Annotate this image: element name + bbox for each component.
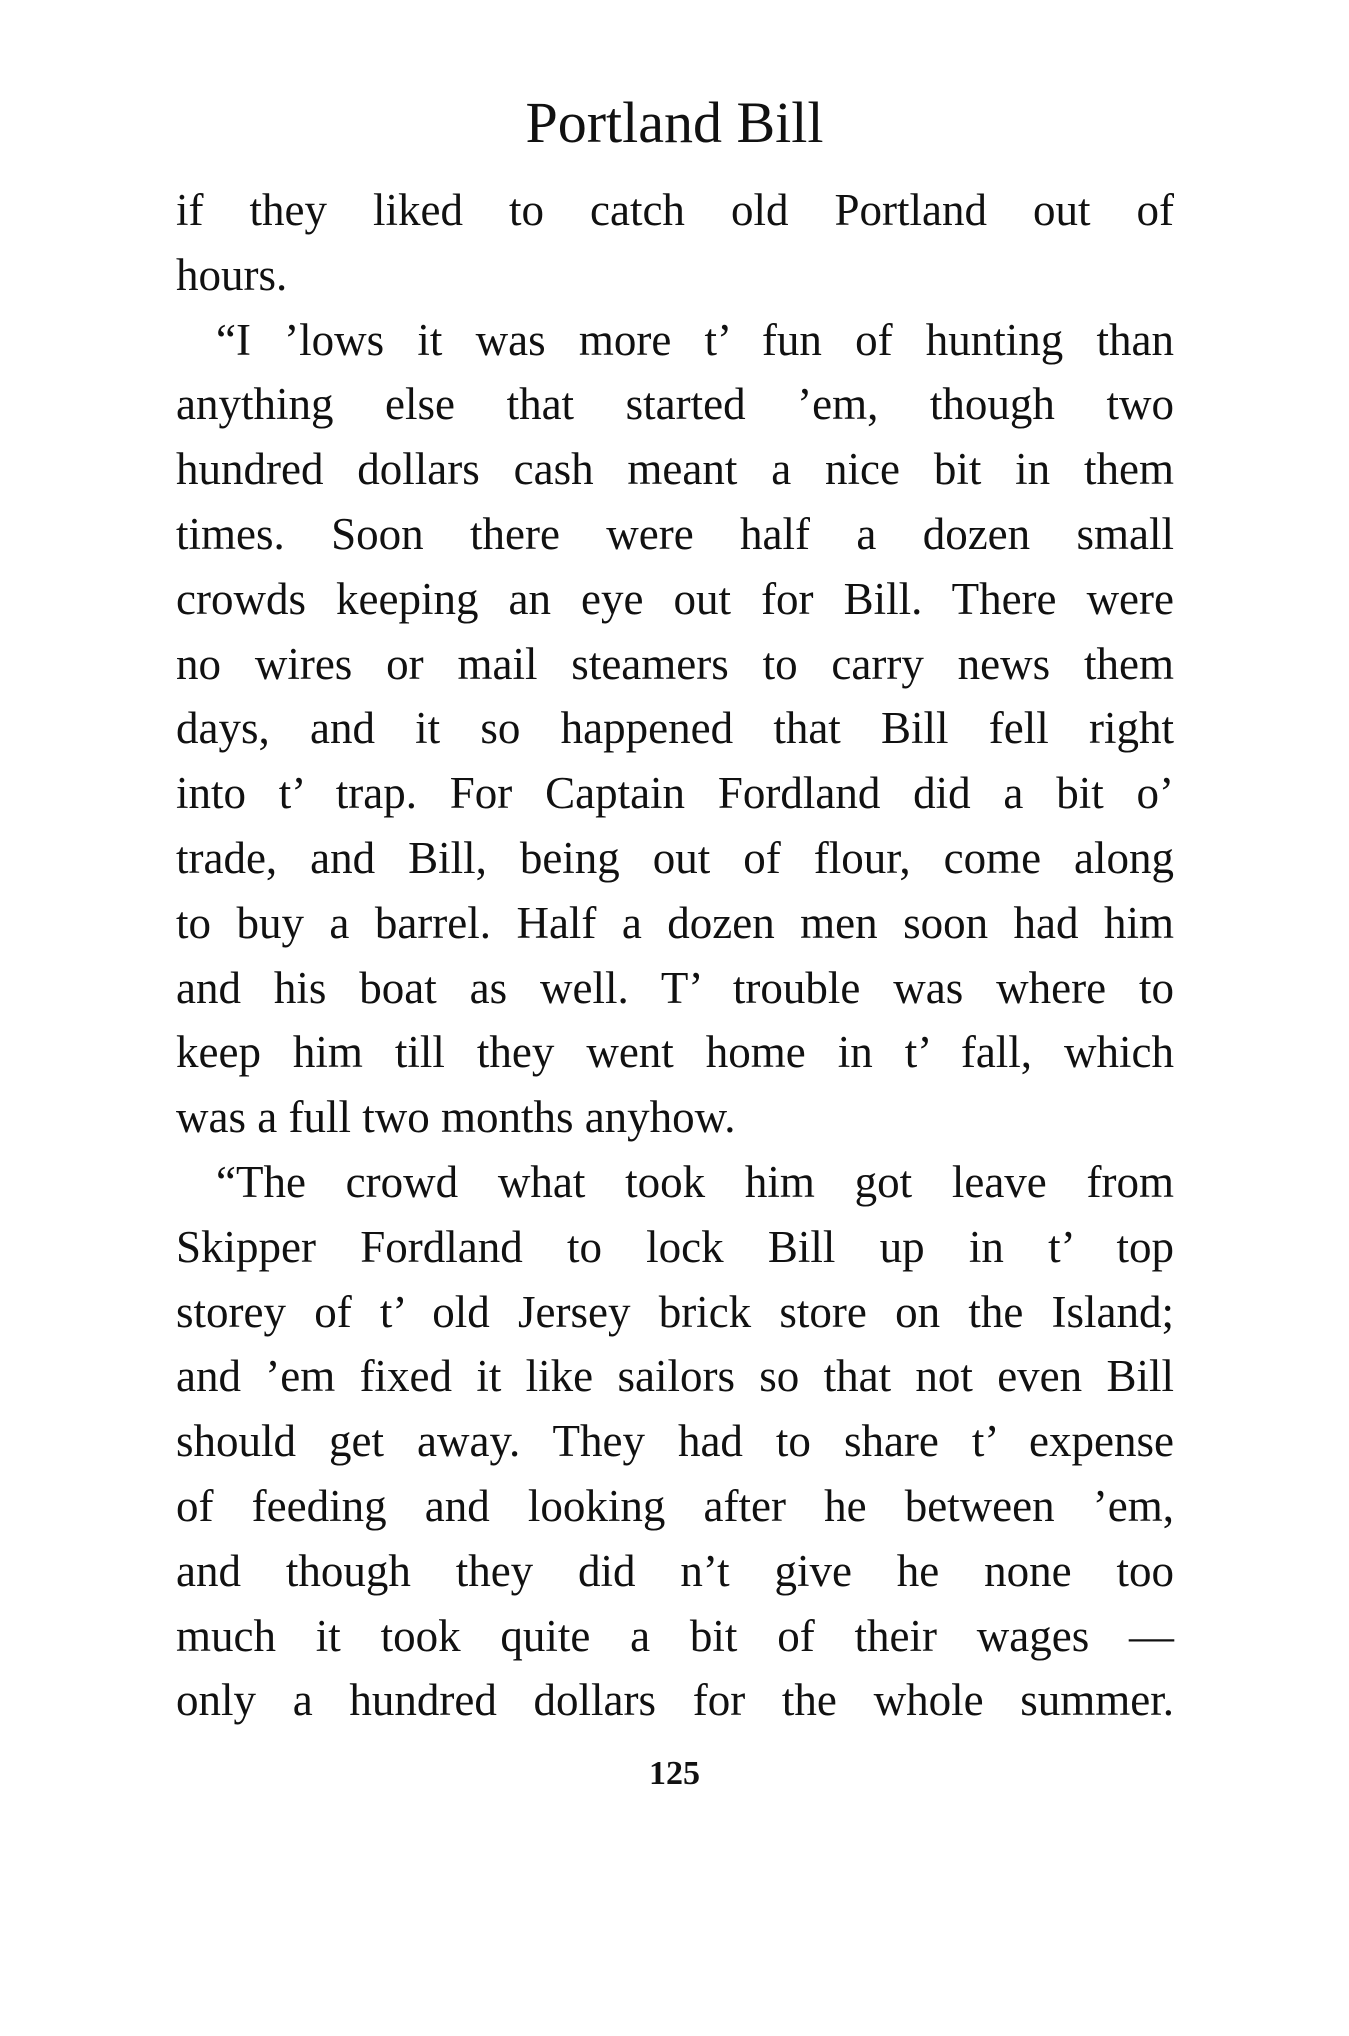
text-line: “The crowd what took him got leave from [216,1156,1174,1207]
text-line: and though they did n’t give he none too [176,1545,1174,1596]
text-line: anything else that started ’em, though two [176,379,1174,430]
running-head: Portland Bill [525,90,824,155]
text-line: only a hundred dollars for the whole summer. [176,1675,1174,1726]
text-line: Skipper Fordland to lock Bill up in t’ top [176,1221,1174,1272]
text-line: hours. [176,249,288,300]
body-text [176,178,1174,1733]
text-line: and ’em fixed it like sailors so that not even Bill [176,1351,1174,1402]
text-line: was a full two months anyhow. [176,1092,736,1143]
page-number: 125 [649,1755,700,1792]
text-line: of feeding and looking after he between ’em, [176,1480,1174,1531]
text-line: keep him till they went home in t’ fall, which [176,1027,1174,1078]
text-line: no wires or mail steamers to carry news them [176,638,1174,689]
text-line: times. Soon there were half a dozen small [176,508,1174,559]
paragraph [176,308,1174,1150]
text-line: storey of t’ old Jersey brick store on the Island; [176,1286,1174,1337]
text-line: much it took quite a bit of their wages — [176,1610,1174,1661]
text-line: and his boat as well. T’ trouble was where to [176,962,1174,1013]
text-line: to buy a barrel. Half a dozen men soon had him [176,897,1174,948]
text-line: hundred dollars cash meant a nice bit in them [176,444,1174,495]
text-line: should get away. They had to share t’ expense [176,1416,1174,1467]
text-line: “I ’lows it was more t’ fun of hunting than [216,314,1174,365]
text-line: days, and it so happened that Bill fell right [176,703,1174,754]
paragraph [176,1150,1174,1733]
text-line: trade, and Bill, being out of flour, come along [176,832,1174,883]
paragraph [176,178,1174,308]
text-line: crowds keeping an eye out for Bill. There were [176,573,1174,624]
text-line: into t’ trap. For Captain Fordland did a bit o’ [176,768,1174,819]
text-line: if they liked to catch old Portland out of [176,185,1174,235]
